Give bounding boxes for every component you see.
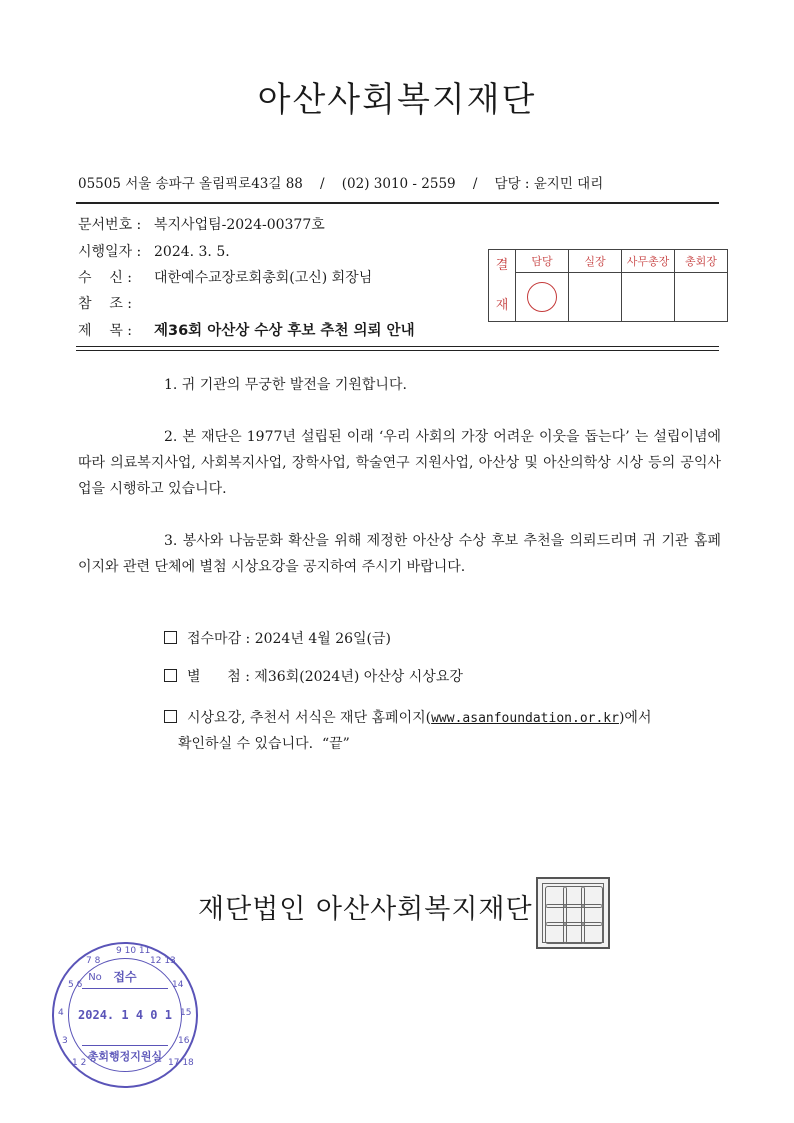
- paragraph-3: 3. 봉사와 나눔문화 확산을 위해 제정한 아산상 수상 후보 추천을 의뢰드리며 귀 기관 홈페이지와 관련 단체에 별첨 시상요강을 공지하여 주시기 바랍니다.: [78, 533, 721, 575]
- subject-row: [78, 319, 415, 340]
- recipient-label: 수 신 :: [78, 270, 133, 286]
- stamp-date: 2024. 1 4 0 1: [78, 1008, 172, 1022]
- stamp-label: 접수: [113, 970, 137, 984]
- postal-code: 05505: [78, 176, 121, 192]
- item-info: 시상요강, 추천서 서식은 재단 홈페이지(www.asanfoundation.or.kr)에서: [164, 705, 651, 732]
- reference-label: 참 조 :: [78, 296, 133, 312]
- subject-divider-bottom: [76, 350, 719, 351]
- checkbox-square-icon: [164, 710, 177, 723]
- date-label: 시행일자 :: [78, 244, 142, 260]
- approval-sign-moderator: [675, 273, 728, 322]
- receipt-stamp: 9 10 11 7 8 12 13 5 6 14 4 15 3 16 1 2 17 18 No 접수 2024. 1 4 0 1 총회행정지원실: [52, 942, 198, 1088]
- homepage-link[interactable]: www.asanfoundation.or.kr: [431, 711, 619, 726]
- doc-number: 복지사업팀-2024-00377호: [154, 217, 325, 233]
- item-attachment: 별 첨 : 제36회(2024년) 아산상 시상요강: [164, 664, 463, 690]
- approval-sign-director: [569, 273, 622, 322]
- reference-row: [78, 293, 154, 313]
- sender-address-line: 05505 서울 송파구 올림픽로43길 88 / (02) 3010 - 2559 / 담당 : 윤지민 대리: [78, 176, 604, 192]
- stamp-no-label: No: [88, 972, 102, 983]
- phone-number: (02) 3010 - 2559: [341, 176, 456, 192]
- header-divider: [76, 202, 719, 204]
- approval-side-label: 결 재: [489, 250, 516, 322]
- subject-divider-top: [76, 346, 719, 347]
- doc-number-row: [78, 214, 325, 234]
- approval-sign-secretary-general: [622, 273, 675, 322]
- paragraph-1: 1. 귀 기관의 무궁한 발전을 기원합니다.: [164, 377, 407, 393]
- document-title: 아산사회복지재단: [257, 80, 537, 120]
- paragraph-2: 2. 본 재단은 1977년 설립된 이래 ‘우리 사회의 가장 어려운 이웃을 돕는다’ 는 설립이념에 따라 의료복지사업, 사회복지사업, 장학사업, 학술연구 지원사업, 아산상 및 아산의학상 시상 등의 공익사업을 시행하고 있습니다.: [78, 429, 721, 497]
- item-info-line2: 확인하실 수 있습니다. “끝”: [178, 736, 350, 752]
- approval-role-director: 실장: [569, 250, 622, 273]
- approval-box: [488, 249, 728, 322]
- item-deadline: 접수마감 : 2024년 4월 26일(금): [164, 626, 391, 652]
- recipient-row: [78, 267, 372, 287]
- date-row: [78, 241, 230, 261]
- approval-role-staff: 담당: [516, 250, 569, 273]
- approval-role-moderator: 총회장: [675, 250, 728, 273]
- subject-label: 제 목 :: [78, 323, 133, 339]
- checkbox-square-icon: [164, 669, 177, 682]
- issue-date: 2024. 3. 5.: [154, 244, 230, 260]
- approval-sign-staff: [516, 273, 569, 322]
- stamp-department: 총회행정지원실: [87, 1050, 163, 1063]
- approval-role-secretary-general: 사무총장: [622, 250, 675, 273]
- contact-person: 담당 : 윤지민 대리: [494, 176, 604, 192]
- doc-number-label: 문서번호 :: [78, 217, 142, 233]
- subject: 제36회 아산상 수상 후보 추천 의뢰 안내: [154, 323, 415, 339]
- signature-seal-icon: [527, 282, 557, 312]
- checkbox-square-icon: [164, 631, 177, 644]
- street-address: 서울 송파구 올림픽로43길 88: [125, 176, 303, 192]
- foundation-name: 재단법인 아산사회복지재단: [198, 894, 533, 925]
- recipient: 대한예수교장로회총회(고신) 회장님: [154, 270, 373, 286]
- official-seal-icon: [536, 877, 610, 949]
